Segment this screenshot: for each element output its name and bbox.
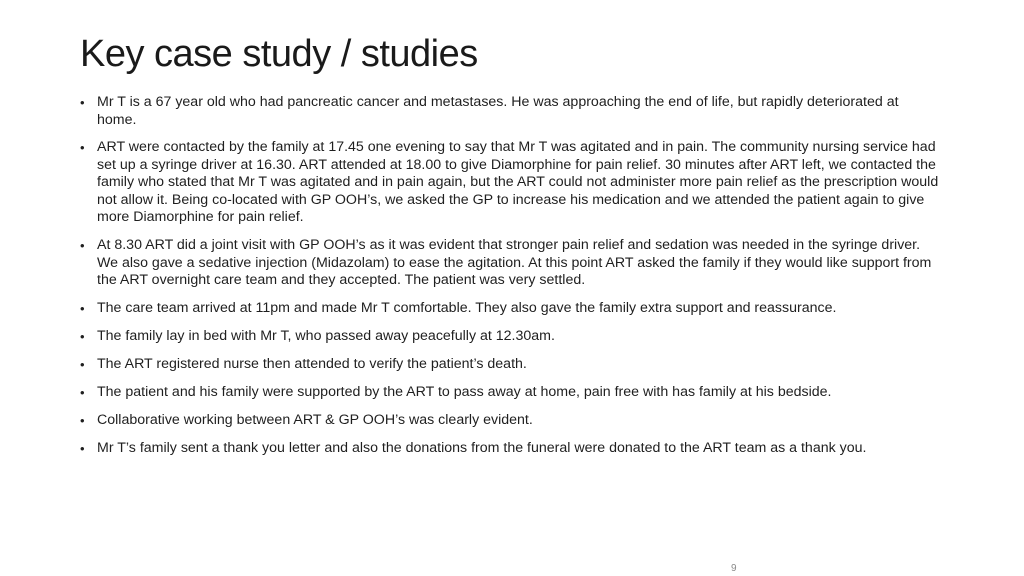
bullet-marker: • bbox=[80, 356, 85, 372]
bullet-text: The care team arrived at 11pm and made Mr T comfortable. They also gave the family extra support and reassurance. bbox=[97, 300, 837, 317]
bullet-item bbox=[80, 328, 940, 346]
bullet-text: The family lay in bed with Mr T, who passed away peacefully at 12.30am. bbox=[97, 328, 555, 345]
bullet-text: Mr T’s family sent a thank you letter and also the donations from the funeral were donated to the ART team as a thank you. bbox=[97, 439, 867, 456]
bullet-item bbox=[80, 237, 940, 290]
bullet-marker: • bbox=[80, 301, 85, 317]
bullet-text: At 8.30 ART did a joint visit with GP OOH’s as it was evident that stronger pain relief and sedation was needed in the syringe driver. We also gave a sedative injection (Midazolam) to ease the agitation. At this point ART asked the family if they would like support from the ART overnight care team and they accepted. The patient was very settled. bbox=[97, 237, 932, 289]
bullet-marker: • bbox=[80, 238, 85, 254]
bullet-marker: • bbox=[80, 384, 85, 400]
bullet-text: Collaborative working between ART & GP OOH’s was clearly evident. bbox=[97, 411, 533, 428]
bullet-item bbox=[80, 356, 940, 374]
bullet-item bbox=[80, 139, 940, 227]
bullet-item bbox=[80, 440, 940, 458]
bullet-text: The patient and his family were supported by the ART to pass away at home, pain free with has family at his bedside. bbox=[97, 383, 832, 400]
bullet-marker: • bbox=[80, 329, 85, 345]
bullet-marker: • bbox=[80, 412, 85, 428]
bullet-marker: • bbox=[80, 95, 85, 110]
bullet-marker: • bbox=[80, 140, 85, 156]
bullet-text: ART were contacted by the family at 17.45 one evening to say that Mr T was agitated and in pain. The community nursing service had set up a syringe driver at 16.30. ART attended at 18.00 to give Diamorphine for pain relief. 30 minutes after ART left, we contacted the family who stated that Mr T was agitated and in pain again, but the ART could not administer more pain relief as the prescription would not allow it. Being co-located with GP OOH’s, we asked the GP to increase his medication and we attended the patient again to give more Diamorphine for pain relief. bbox=[97, 139, 939, 226]
bullet-item bbox=[80, 384, 940, 402]
bullet-marker: • bbox=[80, 440, 85, 456]
bullet-item bbox=[80, 300, 940, 318]
bullet-item bbox=[80, 412, 940, 430]
page-number: 9 bbox=[731, 563, 737, 574]
bullet-text: The ART registered nurse then attended to verify the patient’s death. bbox=[97, 355, 527, 372]
bullet-text: Mr T is a 67 year old who had pancreatic cancer and metastases. He was approaching the end of life, but rapidly deteriorated at home. bbox=[97, 94, 899, 128]
bullet-item bbox=[80, 94, 940, 129]
bullet-list bbox=[80, 94, 940, 468]
slide-title: Key case study / studies bbox=[80, 33, 478, 75]
